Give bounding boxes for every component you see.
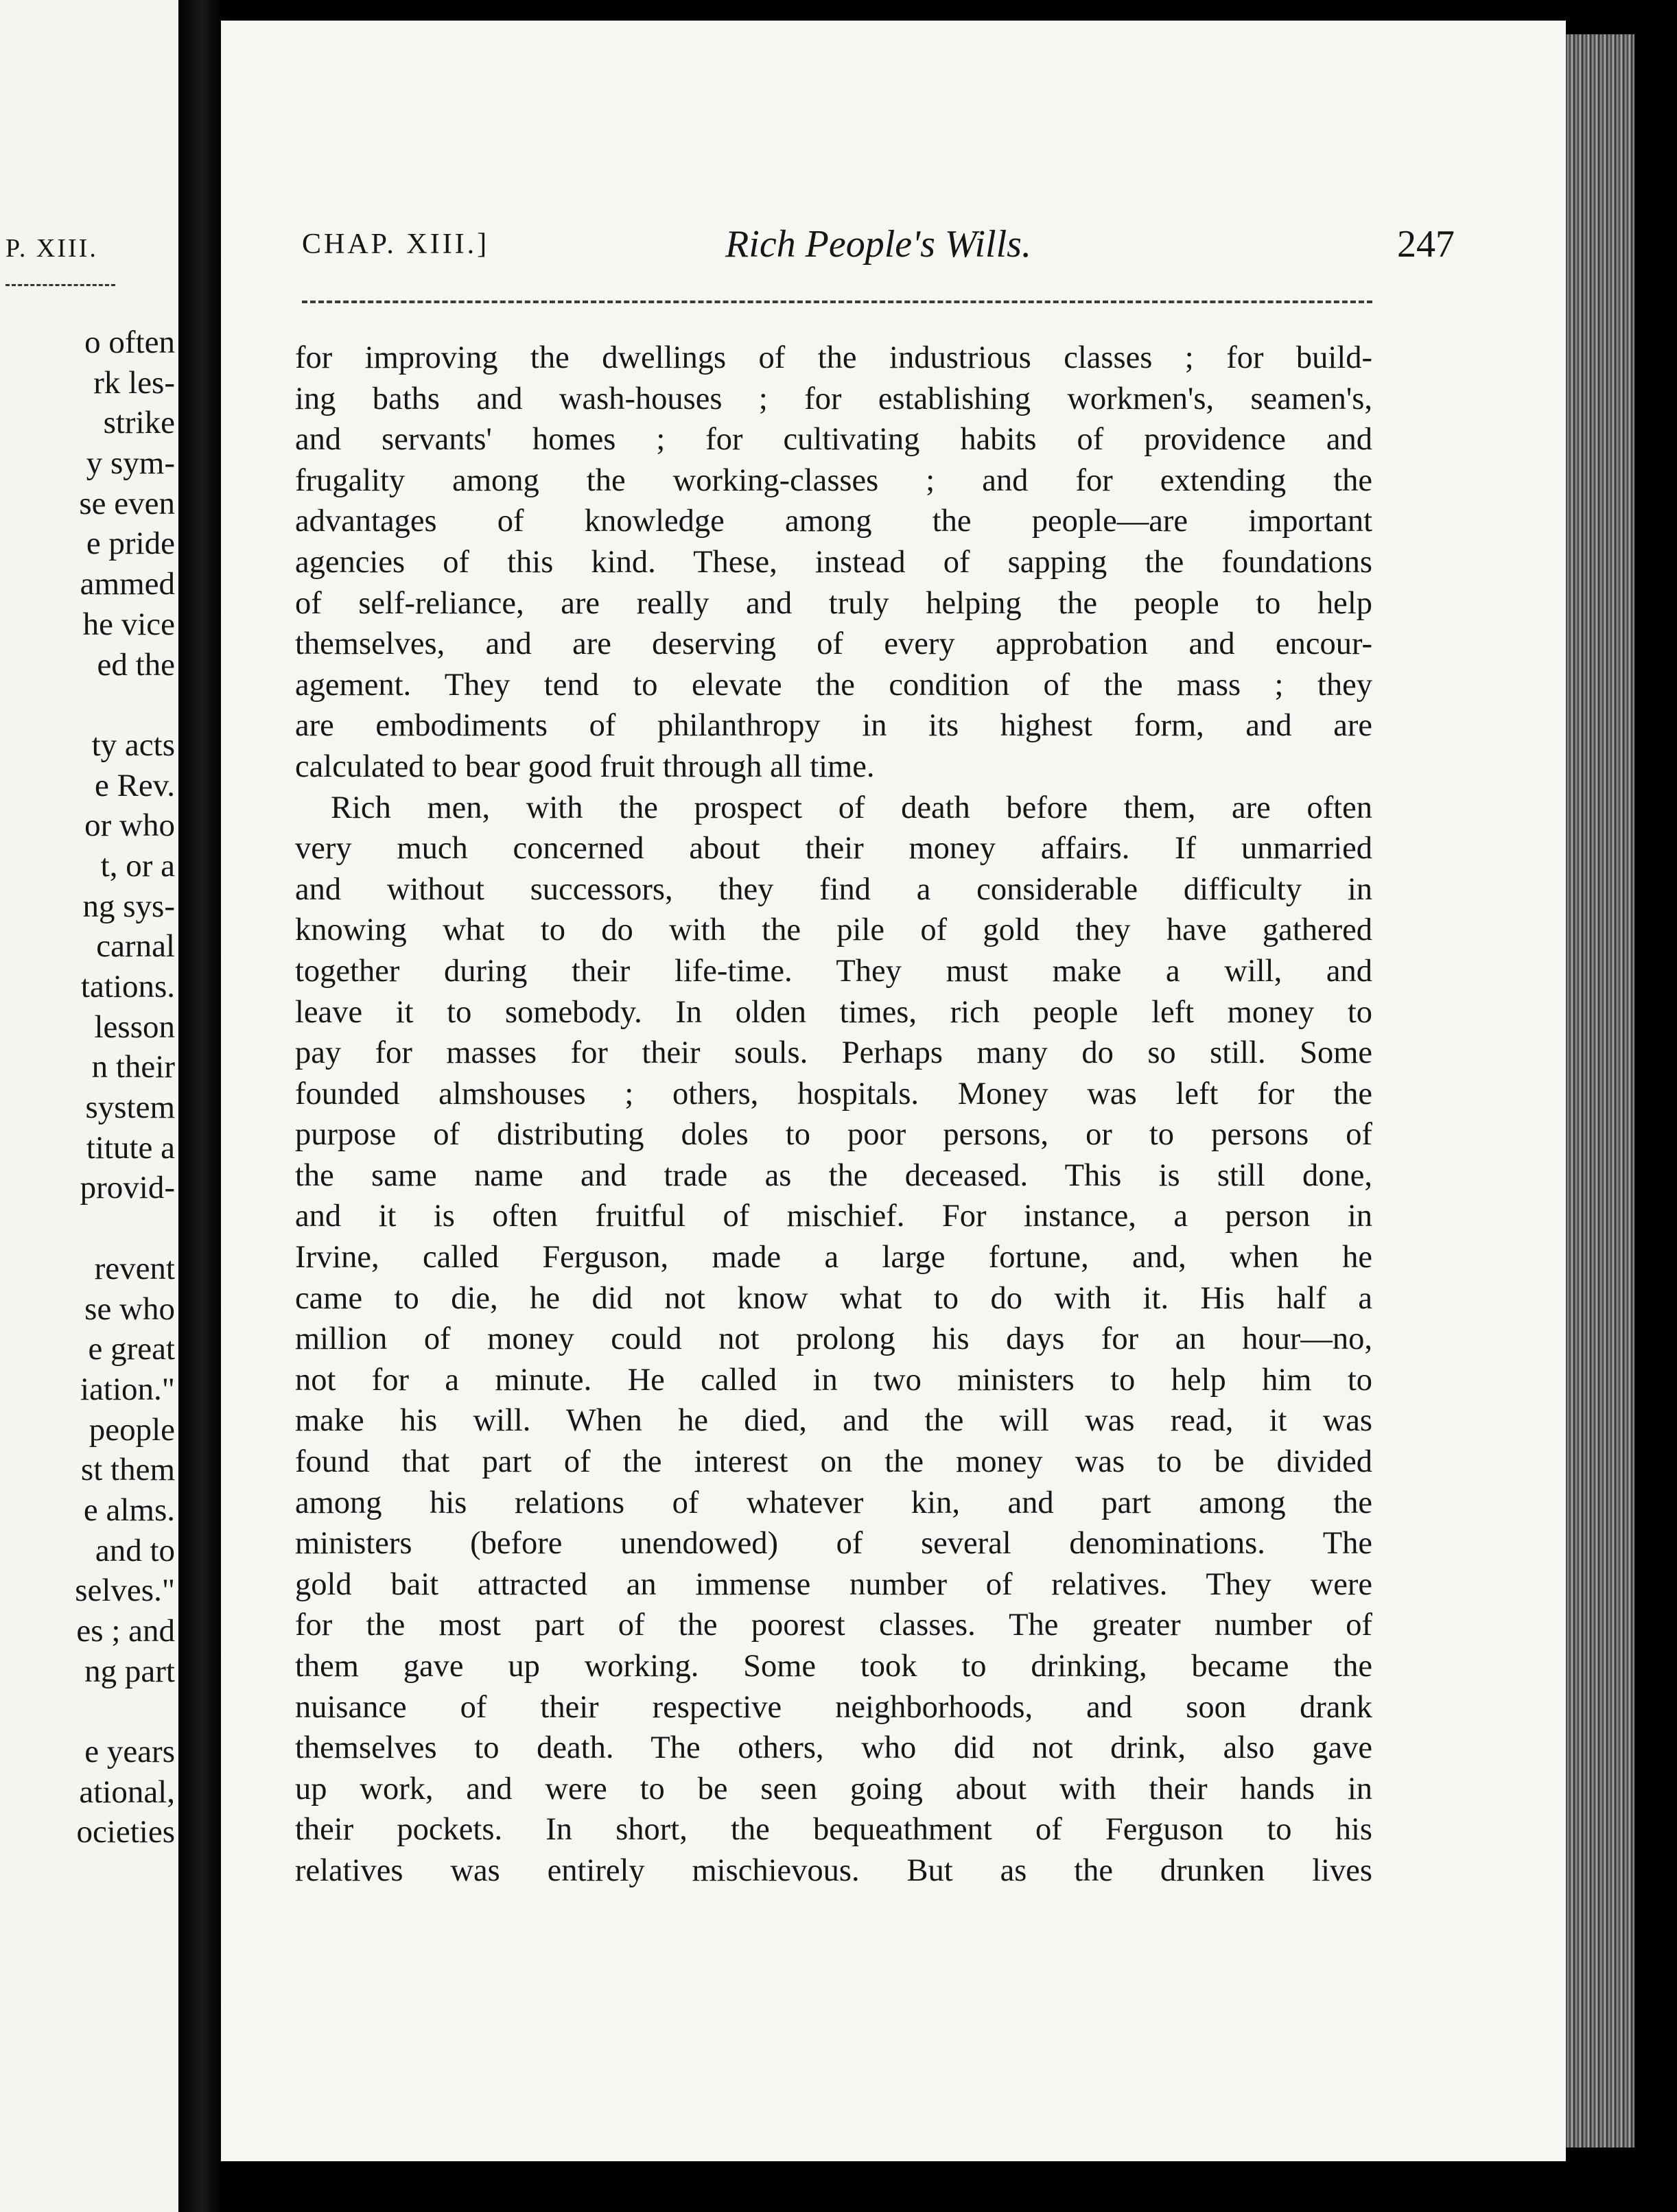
page-title: Rich People's Wills. bbox=[725, 223, 1031, 266]
facing-page-line: ammed bbox=[80, 566, 175, 602]
facing-page-line: ng sys- bbox=[82, 888, 175, 924]
facing-page-line: se who bbox=[84, 1291, 175, 1327]
text-line: themselves, and are deserving of every approbation and encour- bbox=[295, 626, 1372, 662]
scan-border bbox=[1634, 0, 1677, 2212]
facing-page-line: es ; and bbox=[76, 1613, 175, 1649]
header-rule bbox=[302, 301, 1372, 303]
text-line: together during their life-time. They must make a will, and bbox=[295, 953, 1372, 989]
book-page bbox=[221, 21, 1566, 2161]
text-line: ing baths and wash-houses ; for establishing workmen's, seamen's, bbox=[295, 381, 1372, 416]
text-line: ministers (before unendowed) of several denominations. The bbox=[295, 1526, 1372, 1562]
facing-page-line: st them bbox=[80, 1452, 175, 1488]
facing-page-line: he vice bbox=[82, 606, 175, 642]
facing-page-line: o often bbox=[84, 325, 175, 360]
facing-page-line: titute a bbox=[86, 1129, 175, 1166]
book-gutter bbox=[178, 0, 221, 2212]
text-line: among his relations of whatever kin, and part among the bbox=[295, 1485, 1372, 1520]
text-line: knowing what to do with the pile of gold they have gathered bbox=[295, 913, 1372, 948]
facing-page-line: ocieties bbox=[76, 1814, 175, 1850]
facing-page-line: iation." bbox=[80, 1371, 175, 1407]
body-text bbox=[295, 338, 1372, 1892]
facing-page-line: n their bbox=[91, 1049, 175, 1085]
facing-page-line: carnal bbox=[96, 928, 175, 965]
text-line: agement. They tend to elevate the condition of the mass ; they bbox=[295, 667, 1372, 703]
text-line: frugality among the working-classes ; and for extending the bbox=[295, 462, 1372, 498]
text-line: agencies of this kind. These, instead of sapping the foundations bbox=[295, 544, 1372, 580]
text-line: and it is often fruitful of mischief. For instance, a person in bbox=[295, 1199, 1372, 1234]
facing-page-line: y sym- bbox=[86, 445, 175, 482]
facing-page-line: rk les- bbox=[93, 364, 175, 401]
text-line: make his will. When he died, and the will was read, it was bbox=[295, 1403, 1372, 1439]
text-line: purpose of distributing doles to poor persons, or to persons of bbox=[295, 1117, 1372, 1153]
text-line: themselves to death. The others, who did not drink, also gave bbox=[295, 1730, 1372, 1766]
facing-page-line: e great bbox=[88, 1331, 175, 1367]
facing-page-line: t, or a bbox=[100, 847, 175, 884]
facing-page-line: ty acts bbox=[91, 727, 175, 763]
chapter-label: CHAP. XIII.] bbox=[302, 228, 490, 260]
facing-page-line: ng part bbox=[84, 1653, 175, 1689]
text-line: and servants' homes ; for cultivating habits of providence and bbox=[295, 422, 1372, 458]
facing-page-line: selves." bbox=[75, 1573, 175, 1609]
page-number: 247 bbox=[1397, 223, 1455, 266]
text-line: very much concerned about their money affairs. If unmarried bbox=[295, 831, 1372, 867]
running-head bbox=[302, 223, 1455, 276]
facing-page-line: lesson bbox=[94, 1009, 175, 1045]
facing-page-text bbox=[0, 322, 175, 1852]
text-line: are embodiments of philanthropy in its highest form, and are bbox=[295, 708, 1372, 744]
facing-page-line: strike bbox=[103, 405, 175, 441]
facing-page-line: e pride bbox=[86, 526, 175, 562]
text-line: relatives was entirely mischievous. But as the drunken lives bbox=[295, 1852, 1372, 1888]
facing-page-line: tations. bbox=[80, 969, 175, 1004]
text-line: nuisance of their respective neighborhoods, and soon drank bbox=[295, 1689, 1372, 1725]
page-edges bbox=[1566, 34, 1634, 2148]
facing-page-line: or who bbox=[84, 808, 175, 844]
text-line: found that part of the interest on the money was to be divided bbox=[295, 1444, 1372, 1480]
text-line: the same name and trade as the deceased. This is still done, bbox=[295, 1157, 1372, 1193]
facing-page-header: P. XIII. bbox=[5, 234, 98, 263]
facing-page-line: e years bbox=[84, 1734, 175, 1770]
text-line: for the most part of the poorest classes. The greater number of bbox=[295, 1608, 1372, 1643]
text-line: advantages of knowledge among the people—are important bbox=[295, 504, 1372, 539]
facing-page-line bbox=[0, 1208, 175, 1249]
facing-page-line: e alms. bbox=[83, 1492, 175, 1528]
text-line: Rich men, with the prospect of death before them, are often bbox=[331, 790, 1372, 825]
facing-page-line bbox=[0, 1691, 175, 1732]
text-line: them gave up working. Some took to drinking, became the bbox=[295, 1649, 1372, 1684]
facing-page-line: and to bbox=[95, 1532, 175, 1568]
text-line: gold bait attracted an immense number of relatives. They were bbox=[295, 1566, 1372, 1602]
text-line: Irvine, called Ferguson, made a large fortune, and, when he bbox=[295, 1240, 1372, 1275]
facing-page-line: ational, bbox=[79, 1774, 175, 1810]
text-line: leave it to somebody. In olden times, rich people left money to bbox=[295, 994, 1372, 1030]
text-line: million of money could not prolong his days for an hour—no, bbox=[295, 1321, 1372, 1357]
text-line: not for a minute. He called in two ministers to help him to bbox=[295, 1362, 1372, 1398]
text-line: came to die, he did not know what to do with it. His half a bbox=[295, 1280, 1372, 1316]
text-line: up work, and were to be seen going about with their hands in bbox=[295, 1771, 1372, 1807]
facing-page-line: people bbox=[89, 1411, 175, 1448]
text-line: and without successors, they find a considerable difficulty in bbox=[295, 871, 1372, 907]
facing-page-line: provid- bbox=[80, 1170, 175, 1206]
text-line: calculated to bear good fruit through all time. bbox=[295, 749, 875, 784]
facing-page-rule bbox=[5, 284, 115, 286]
text-line: of self-reliance, are really and truly helping the people to help bbox=[295, 585, 1372, 621]
text-line: founded almshouses ; others, hospitals. Money was left for the bbox=[295, 1076, 1372, 1111]
text-line: their pockets. In short, the bequeathment of Ferguson to his bbox=[295, 1812, 1372, 1848]
facing-page-line: e Rev. bbox=[94, 767, 175, 803]
text-line: for improving the dwellings of the industrious classes ; for build- bbox=[295, 340, 1372, 375]
text-line: pay for masses for their souls. Perhaps many do so still. Some bbox=[295, 1035, 1372, 1071]
facing-page-line: revent bbox=[94, 1250, 175, 1286]
facing-page-fragment bbox=[0, 0, 178, 2212]
facing-page-line bbox=[0, 685, 175, 725]
facing-page-line: ed the bbox=[97, 646, 175, 683]
facing-page-line: se even bbox=[79, 485, 175, 521]
facing-page-line: system bbox=[85, 1090, 175, 1126]
